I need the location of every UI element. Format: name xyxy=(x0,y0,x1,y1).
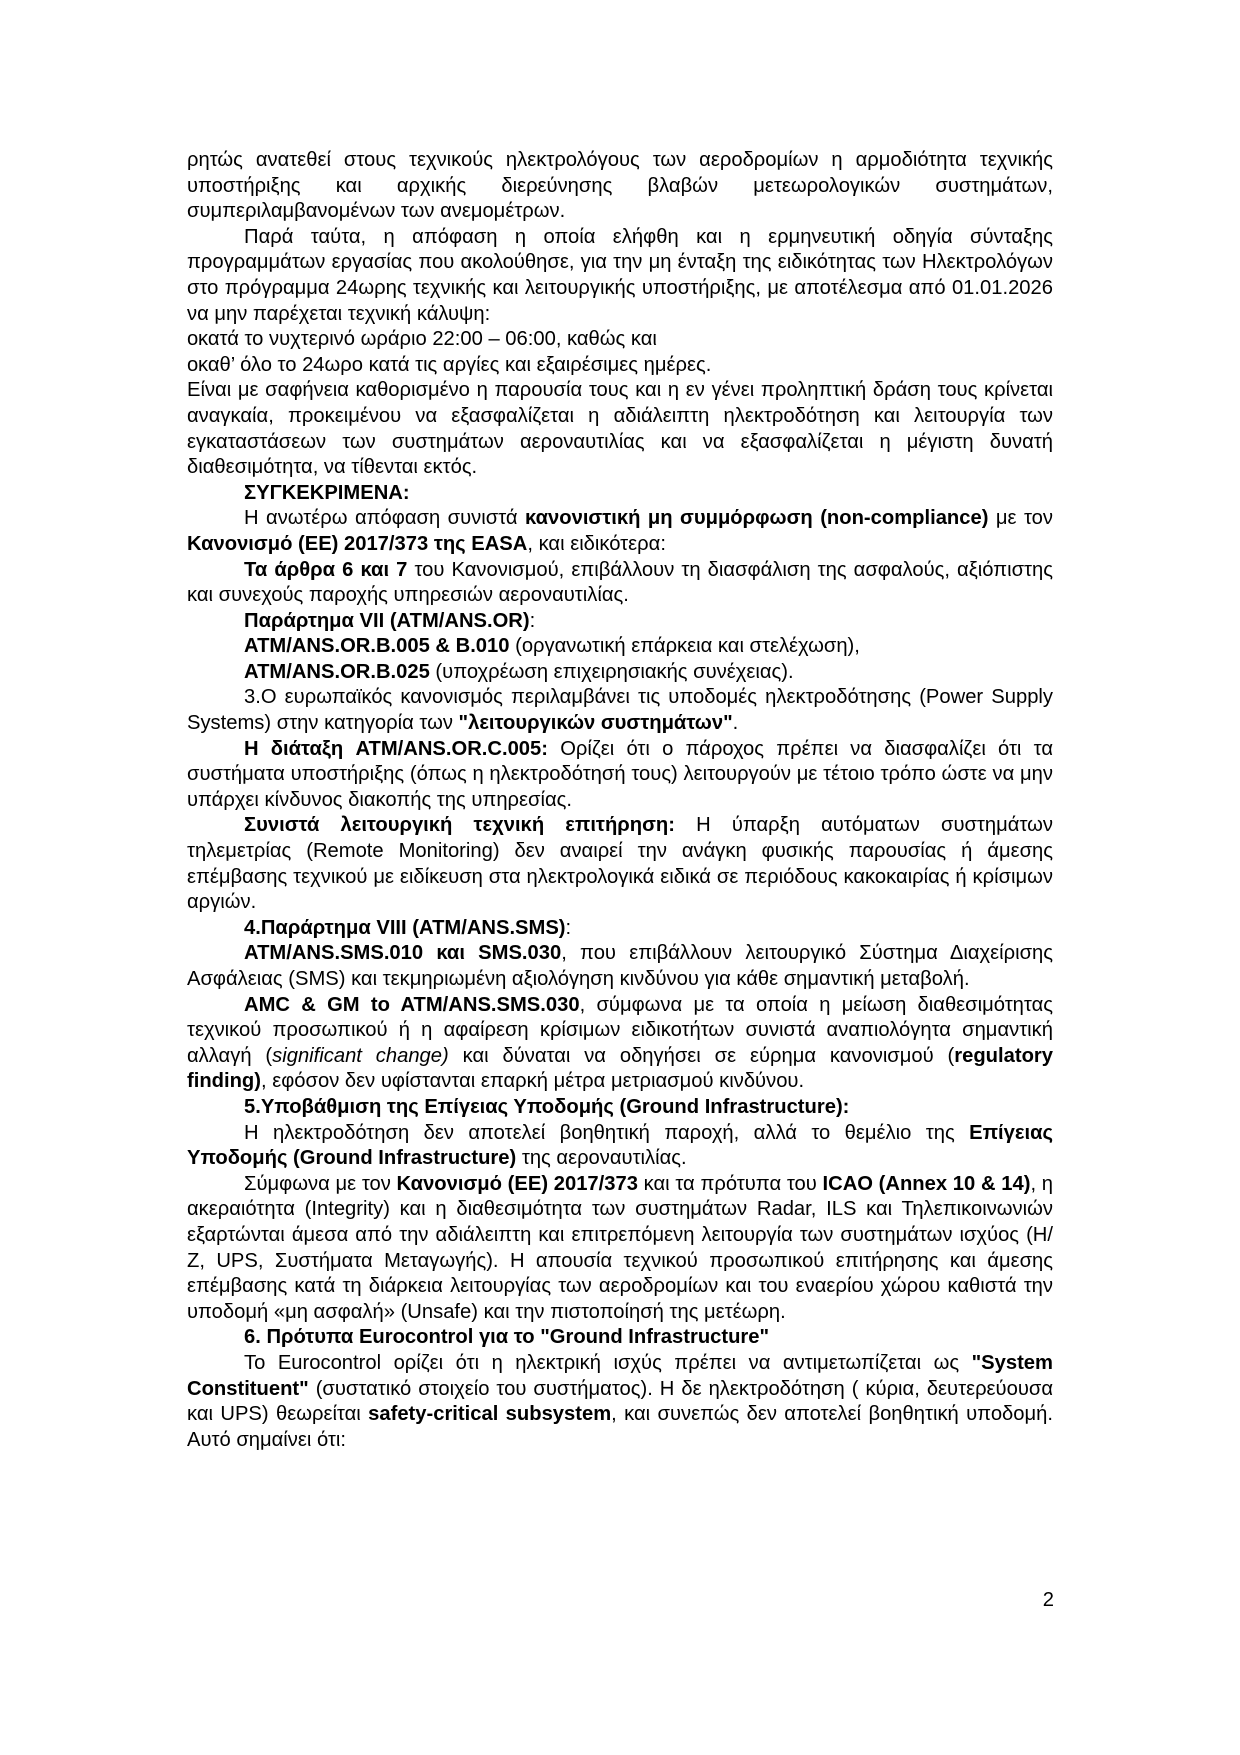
paragraph: Η ανωτέρω απόφαση συνιστά κανονιστική μη συμμόρφωση (non-compliance) με τον Κανονισμό (ΕΕ) 2017/373 της EASA, και ειδικότερα: xyxy=(187,507,1053,555)
paragraph: Παρά ταύτα, η απόφαση η οποία ελήφθη και η ερμηνευτική οδηγία σύνταξης προγραμμάτων εργασίας που ακολούθησε, για την μη ένταξη της ειδικότητας των Ηλεκτρολόγων στο πρόγραμμα 24ωρης τεχνικής και λειτουργικής υποστήριξης, με αποτέλεσμα από 01.01.2026 να μην παρέχεται τεχνική κάλυψη: xyxy=(187,225,1053,325)
section-heading: 5.Υποβάθμιση της Επίγειας Υποδομής (Ground Infrastructure): xyxy=(244,1095,850,1118)
paragraph: Η ηλεκτροδότηση δεν αποτελεί βοηθητική παροχή, αλλά το θεμέλιο της Επίγειας Υποδομής (Ground Infrastructure) της αεροναυτιλίας. xyxy=(187,1121,1053,1170)
paragraph: ρητώς ανατεθεί στους τεχνικούς ηλεκτρολόγους των αεροδρομίων η αρμοδιότητα τεχνικής υποστήριξης και αρχικής διερεύνησης βλαβών μετεωρολογικών συστημάτων, συμπεριλαμβανομένων των ανεμομέτρων. xyxy=(187,149,1053,223)
paragraph: Τα άρθρα 6 και 7 του Κανονισμού, επιβάλλουν τη διασφάλιση της ασφαλούς, αξιόπιστης και συνεχούς παροχής υπηρεσιών αεροναυτιλίας. xyxy=(187,558,1053,607)
paragraph: AMC & GM to ATM/ANS.SMS.030, σύμφωνα με τα οποία η μείωση διαθεσιμότητας τεχνικού προσωπικού ή η αφαίρεση κρίσιμων ειδικοτήτων συνιστά αναπιολόγητα σημαντική αλλαγή (significant change) και δύναται να οδηγήσει σε εύρημα κανονισμού (regulatory finding), εφόσον δεν υφίστανται επαρκή μέτρα μετριασμού κινδύνου. xyxy=(187,993,1053,1093)
list-item: oκαθ’ όλο το 24ωρο κατά τις αργίες και εξαιρέσιμες ημέρες. xyxy=(187,353,1053,379)
paragraph: Παράρτημα VII (ATM/ANS.OR): xyxy=(244,609,536,632)
page-body xyxy=(187,148,1053,1453)
paragraph: ATM/ANS.OR.B.005 & B.010 (οργανωτική επάρκεια και στελέχωση), xyxy=(244,635,860,658)
paragraph: 4.Παράρτημα VIII (ATM/ANS.SMS): xyxy=(244,916,572,939)
paragraph: Σύμφωνα με τον Κανονισμό (ΕΕ) 2017/373 και τα πρότυπα του ICAO (Annex 10 & 14), η ακεραιότητα (Integrity) και η διαθεσιμότητα των συστημάτων Radar, ILS και Τηλεπικοινωνιών εξαρτώνται άμεσα από την αδιάλειπτη και επιτρεπόμενη λειτουργία των συστημάτων ισχύος (Η/Ζ, UPS, Συστήματα Μεταγωγής). Η απουσία τεχνικού προσωπικού επιτήρησης και άμεσης επέμβασης κατά τη διάρκεια λειτουργίας των αεροδρομίων και του εναερίου χώρου καθιστά την υποδομή «μη ασφαλή» (Unsafe) και την πιστοποίησή της μετέωρη. xyxy=(187,1172,1053,1323)
section-heading: 6. Πρότυπα Eurocontrol για το "Ground Infrastructure" xyxy=(244,1326,770,1349)
paragraph: Συνιστά λειτουργική τεχνική επιτήρηση: Η ύπαρξη αυτόματων συστημάτων τηλεμετρίας (Remote Monitoring) δεν αναιρεί την ανάγκη φυσικής παρουσίας ή άμεσης επέμβασης τεχνικού με ειδίκευση στα ηλεκτρολογικά ειδικά σε περιόδους κακοκαιρίας ή κρίσιμων αργιών. xyxy=(187,814,1053,914)
list-item: oκατά το νυχτερινό ωράριο 22:00 – 06:00, καθώς και xyxy=(187,327,1053,353)
page-number: 2 xyxy=(1042,1589,1054,1611)
paragraph: Η διάταξη ATM/ANS.OR.C.005: Ορίζει ότι ο πάροχος πρέπει να διασφαλίζει ότι τα συστήματα υποστήριξης (όπως η ηλεκτροδότησή τους) λειτουργούν με τέτοιο τρόπο ώστε να μην υπάρχει κίνδυνος διακοπής της υπηρεσίας. xyxy=(187,737,1053,811)
bullet-icon: o xyxy=(187,353,199,376)
section-heading: ΣΥΓΚΕΚΡΙΜΕΝΑ: xyxy=(244,481,410,504)
paragraph: ATM/ANS.OR.B.025 (υποχρέωση επιχειρησιακής συνέχειας). xyxy=(244,660,794,683)
bullet-icon: o xyxy=(187,328,199,351)
paragraph: ATM/ANS.SMS.010 και SMS.030, που επιβάλλουν λειτουργικό Σύστημα Διαχείρισης Ασφάλειας (SMS) και τεκμηριωμένη αξιολόγηση κινδύνου για κάθε σημαντική μεταβολή. xyxy=(187,942,1053,990)
paragraph: 3.Ο ευρωπαϊκός κανονισμός περιλαμβάνει τις υποδομές ηλεκτροδότησης (Power Supply Systems) στην κατηγορία των "λειτουργικών συστημάτων". xyxy=(187,686,1053,735)
paragraph: Το Eurocontrol ορίζει ότι η ηλεκτρική ισχύς πρέπει να αντιμετωπίζεται ως "System Constituent" (συστατικό στοιχείο του συστήματος). Η δε ηλεκτροδότηση ( κύρια, δευτερεύουσα και UPS) θεωρείται safety-critical subsystem, και συνεπώς δεν αποτελεί βοηθητική υποδομή. Αυτό σημαίνει ότι: xyxy=(187,1351,1053,1451)
paragraph: Είναι με σαφήνεια καθορισμένο η παρουσία τους και η εν γένει προληπτική δράση τους κρίνεται αναγκαία, προκειμένου να εξασφαλίζεται η αδιάλειπτη ηλεκτροδότηση και λειτουργία των εγκαταστάσεων των συστημάτων αεροναυτιλίας και να εξασφαλίζεται η μέγιστη δυνατή διαθεσιμότητα, να τίθενται εκτός. xyxy=(187,379,1053,479)
